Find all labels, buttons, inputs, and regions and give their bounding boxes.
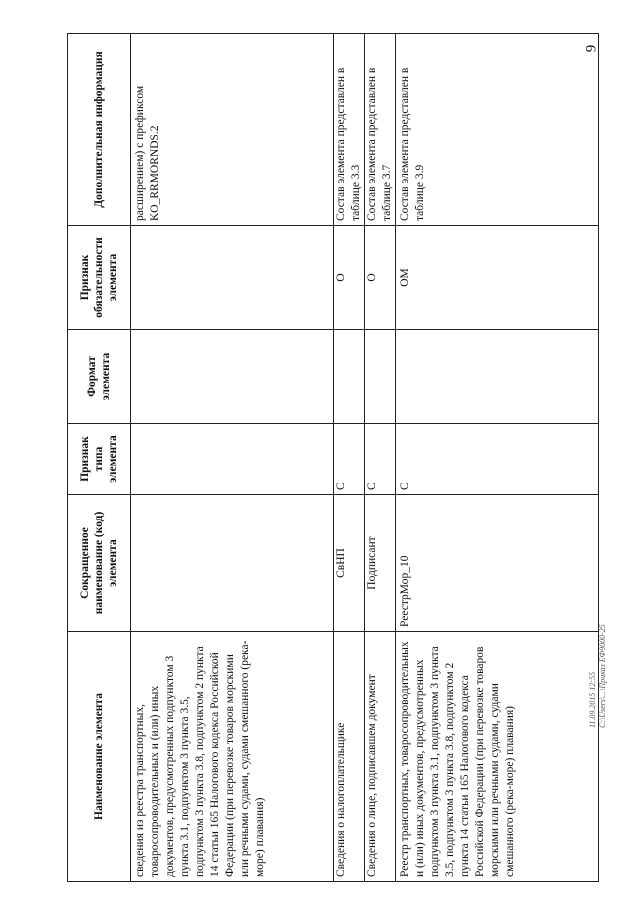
table-header-row xyxy=(68,34,131,882)
header-mandatory: Признак обязательности элемента xyxy=(68,226,131,330)
page-number: 9 xyxy=(583,44,600,53)
cell-short-name xyxy=(131,495,334,632)
cell-additional-info: Состав элемента представлен в таблице 3.7 xyxy=(365,34,396,226)
cell-format xyxy=(396,330,599,424)
cell-element-name: Сведения о налогоплательщике xyxy=(334,632,365,882)
cell-short-name: СвНП xyxy=(334,495,365,632)
elements-table xyxy=(67,33,599,882)
cell-short-name: Подписант xyxy=(365,495,396,632)
cell-mandatory: ОМ xyxy=(396,226,599,330)
table-row xyxy=(396,34,599,882)
header-additional-info: Дополнительная информация xyxy=(68,34,131,226)
cell-element-name: Сведения о лице, подписавшем документ xyxy=(365,632,396,882)
cell-type xyxy=(131,424,334,495)
cell-format xyxy=(131,330,334,424)
cell-element-name: сведения из реестра транспортных, товаросопроводительных и (или) иных документов, предусмотренных подпунктом 3 пункта 3.1, подпунктом 3 пункта 3.5, подпунктом 3 пункта 3.8, подпунктом 2 пункта 14 статьи 165 Налогового кодекса Российской Федерации (при перевозке товаров морскими или речными судами, судами смешанного (река-море) плавания) xyxy=(131,632,334,882)
table-row xyxy=(131,34,334,882)
cell-format xyxy=(334,330,365,424)
cell-additional-info: расширением) с префиксом KO_RRMORNDS.2 xyxy=(131,34,334,226)
rotated-table-wrapper xyxy=(67,34,576,882)
cell-mandatory: О xyxy=(334,226,365,330)
table-row xyxy=(365,34,396,882)
stamp-line-2: С:\Users\...\Приказ ЕФ9000-25 xyxy=(598,624,607,728)
cell-type: С xyxy=(396,424,599,495)
cell-type: С xyxy=(334,424,365,495)
table-row xyxy=(334,34,365,882)
cell-short-name: РеестрМор_10 xyxy=(396,495,599,632)
header-type: Признак типа элемента xyxy=(68,424,131,495)
cell-type: С xyxy=(365,424,396,495)
cell-mandatory: О xyxy=(365,226,396,330)
stamp-line-1: 11.09.2015 12:55 xyxy=(588,671,597,728)
cell-additional-info: Состав элемента представлен в таблице 3.3 xyxy=(334,34,365,226)
cell-mandatory xyxy=(131,226,334,330)
cell-element-name: Реестр транспортных, товаросопроводительных и (или) иных документов, предусмотренных подпунктом 3 пункта 3.1, подпунктом 3 пункта 3.5, подпунктом 3 пункта 3.8, подпунктом 2 пункта 14 статьи 165 Налогового кодекса Российской Федерации (при перевозке товаров морскими или речными судами, судами смешанного (река-море) плавания) xyxy=(396,632,599,882)
header-element-name: Наименование элемента xyxy=(68,632,131,882)
cell-format xyxy=(365,330,396,424)
header-short-name: Сокращенное наименование (код) элемента xyxy=(68,495,131,632)
cell-additional-info: Состав элемента представлен в таблице 3.9 xyxy=(396,34,599,226)
header-format: Формат элемента xyxy=(68,330,131,424)
